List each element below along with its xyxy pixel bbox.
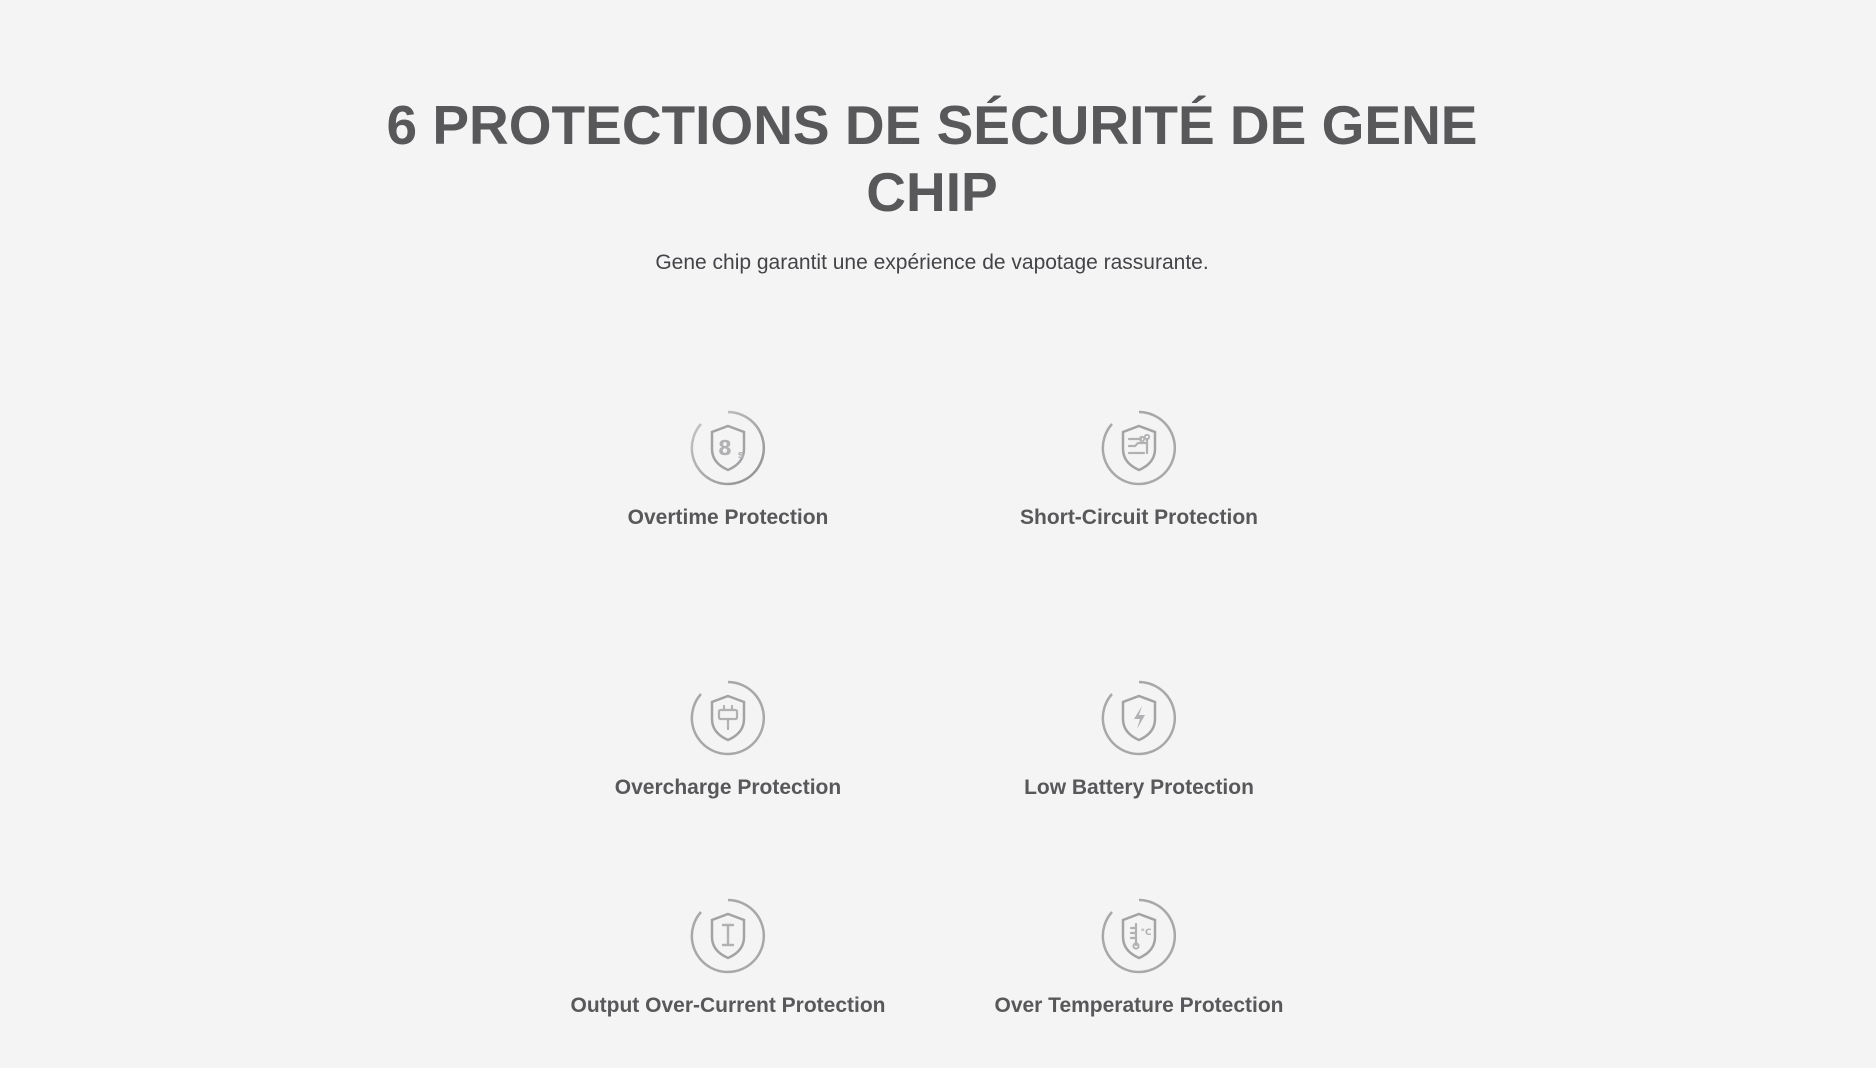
shield-plug-icon <box>689 679 767 757</box>
icon-subtext: s <box>737 448 745 461</box>
feature-label: Low Battery Protection <box>1024 776 1254 799</box>
feature-label: Output Over-Current Protection <box>570 994 886 1017</box>
feature-output-over-current-protection <box>508 897 948 1019</box>
page-subtitle: Gene chip garantit une expérience de vapotage rassurante. <box>655 251 1209 274</box>
feature-over-temperature-protection <box>919 897 1359 1019</box>
shield-current-icon <box>689 897 767 975</box>
page-title-line-1: 6 PROTECTIONS DE SÉCURITÉ DE GENE <box>386 94 1478 156</box>
feature-overtime-protection <box>508 409 948 531</box>
feature-short-circuit-protection <box>919 409 1359 531</box>
shield-bolt-icon <box>1100 679 1178 757</box>
shield-thermometer-icon <box>1100 897 1178 975</box>
feature-low-battery-protection <box>919 679 1359 801</box>
page-title-line-2: CHIP <box>866 161 998 223</box>
shield-circuit-icon <box>1100 409 1178 487</box>
feature-label: Short-Circuit Protection <box>1019 506 1258 529</box>
page-title <box>0 92 1864 226</box>
feature-label: Overtime Protection <box>627 506 829 529</box>
feature-label: Overcharge Protection <box>614 776 842 799</box>
shield-8s-icon <box>689 409 767 487</box>
icon-text: 8 <box>718 436 732 460</box>
icon-text: °C <box>1140 928 1152 938</box>
feature-label: Over Temperature Protection <box>994 994 1284 1017</box>
feature-overcharge-protection <box>508 679 948 801</box>
